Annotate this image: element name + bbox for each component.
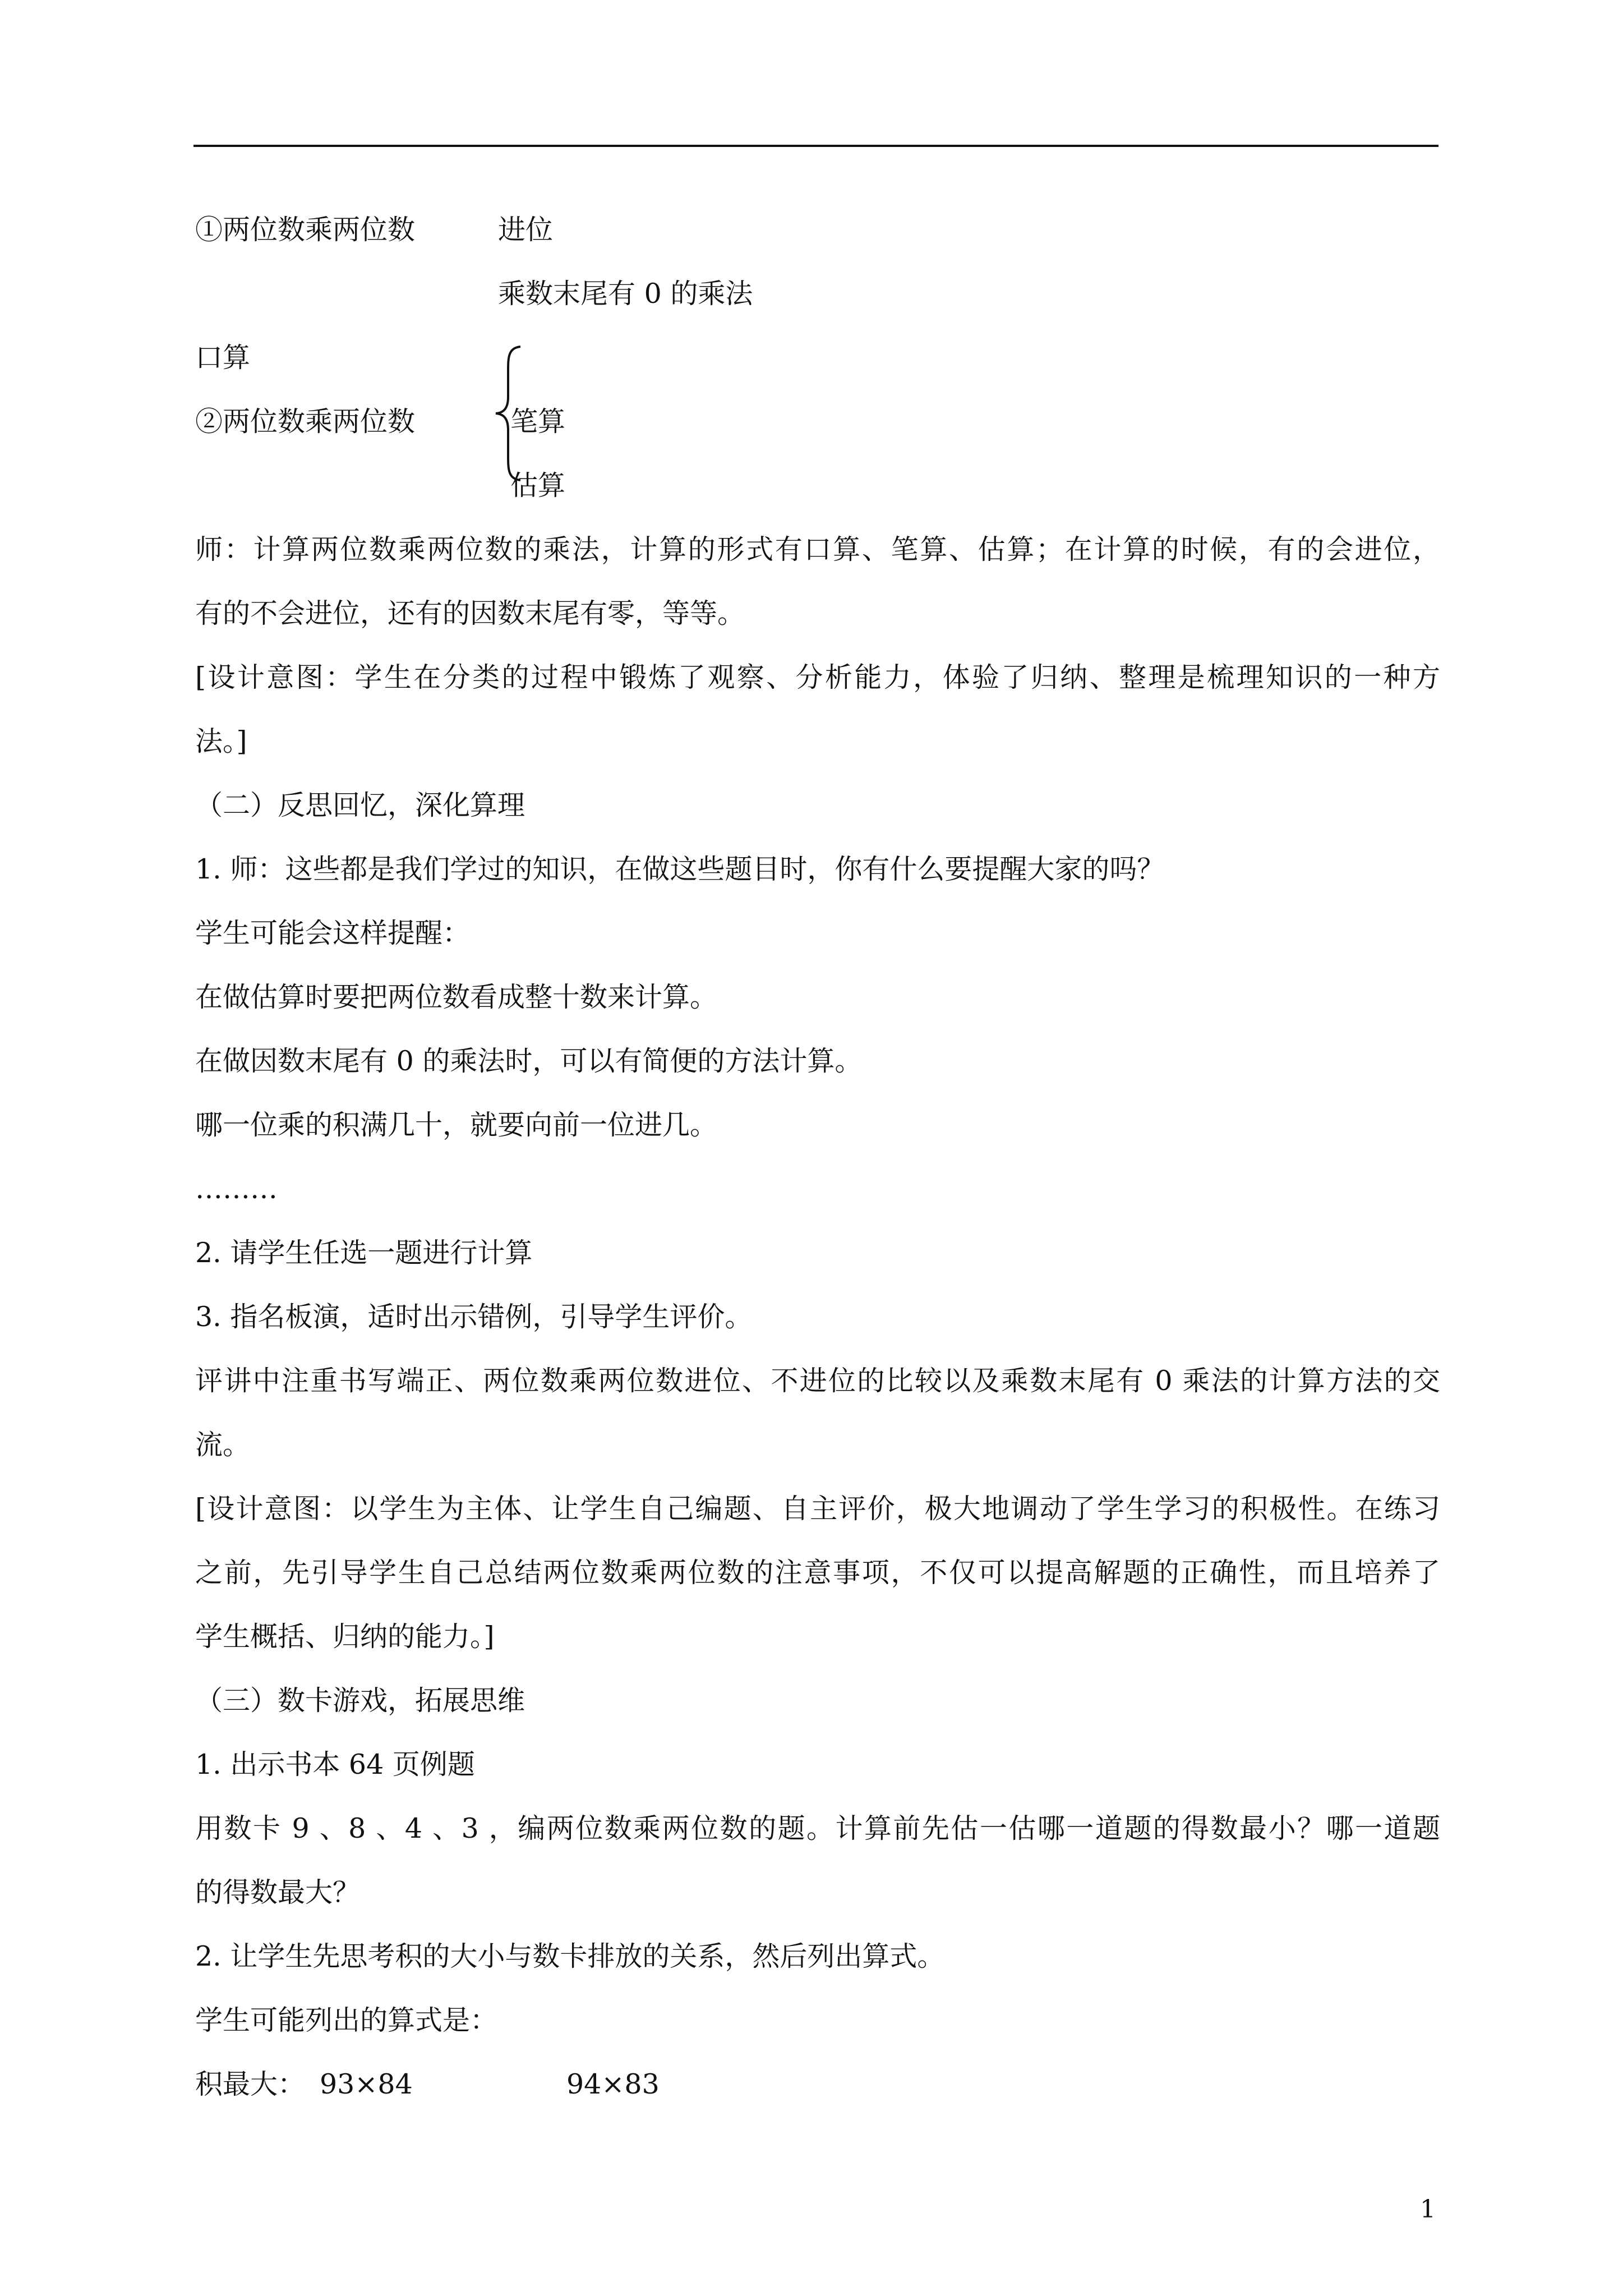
section-heading-3: （三）数卡游戏，拓展思维 xyxy=(195,1685,525,1717)
header-rule xyxy=(193,145,1438,147)
outline-item2-sub2: 估算 xyxy=(510,470,566,501)
student-reminder-2: 在做因数末尾有 0 的乘法时，可以有简便的方法计算。 xyxy=(195,1045,863,1077)
student-reminder-1: 在做估算时要把两位数看成整十数来计算。 xyxy=(195,981,718,1013)
outline-item1-label: ①两位数乘两位数 xyxy=(195,214,416,246)
design-intent2-line2: 之前，先引导学生自己总结两位数乘两位数的注意事项，不仅可以提高解题的正确性，而且培养了 xyxy=(195,1557,1440,1589)
step-1: 1. 出示书本 64 页例题 xyxy=(195,1749,475,1780)
paragraph-teacher-line1: 师：计算两位数乘两位数的乘法，计算的形式有口算、笔算、估算；在计算的时候，有的会进位， xyxy=(195,533,1440,565)
section-heading-2: （二）反思回忆，深化算理 xyxy=(195,789,525,821)
page-number: 1 xyxy=(1420,2195,1436,2224)
student-reminder-3: 哪一位乘的积满几十，就要向前一位进几。 xyxy=(195,1109,718,1141)
card-task-line1: 用数卡 9 、8 、4 、3 ，编两位数乘两位数的题。计算前先估一估哪一道题的得数最小？哪一道题 xyxy=(195,1812,1440,1844)
ellipsis: ……… xyxy=(195,1173,278,1205)
step-2: 2. 让学生先思考积的大小与数卡排放的关系，然后列出算式。 xyxy=(195,1940,945,1972)
design-intent1-line1: [设计意图：学生在分类的过程中锻炼了观察、分析能力，体验了归纳、整理是梳理知识的一种方 xyxy=(195,661,1440,693)
max-product-label: 积最大： xyxy=(195,2068,306,2100)
card-task-line2: 的得数最大？ xyxy=(195,1876,361,1908)
paragraph-teacher-line2: 有的不会进位，还有的因数末尾有零，等等。 xyxy=(195,597,745,629)
design-intent2-line1: [设计意图：以学生为主体、让学生自己编题、自主评价，极大地调动了学生学习的积极性。在练习 xyxy=(195,1493,1440,1525)
design-intent2-line3: 学生概括、归纳的能力。] xyxy=(195,1621,495,1653)
max-product-expression-1: 93×84 xyxy=(320,2068,413,2100)
outline-mental-label: 口算 xyxy=(195,342,251,374)
outline-item1-sub2: 乘数末尾有 0 的乘法 xyxy=(498,278,753,310)
max-product-expression-2: 94×83 xyxy=(566,2068,660,2100)
outline-item2-label: ②两位数乘两位数 xyxy=(195,406,416,438)
design-intent1-line2: 法。] xyxy=(195,725,247,757)
student-reminder-intro: 学生可能会这样提醒： xyxy=(195,917,471,949)
outline-item2-sub1: 笔算 xyxy=(510,406,566,438)
evaluation-line1: 评讲中注重书写端正、两位数乘两位数进位、不进位的比较以及乘数末尾有 0 乘法的计算方法的交 xyxy=(195,1365,1440,1397)
evaluation-line2: 流。 xyxy=(195,1429,251,1461)
question-2: 2. 请学生任选一题进行计算 xyxy=(195,1237,533,1269)
question-3: 3. 指名板演，适时出示错例，引导学生评价。 xyxy=(195,1301,753,1333)
student-expressions-intro: 学生可能列出的算式是： xyxy=(195,2004,498,2036)
outline-item1-sub1: 进位 xyxy=(498,214,554,246)
question-1: 1. 师：这些都是我们学过的知识，在做这些题目时，你有什么要提醒大家的吗？ xyxy=(195,853,1165,885)
